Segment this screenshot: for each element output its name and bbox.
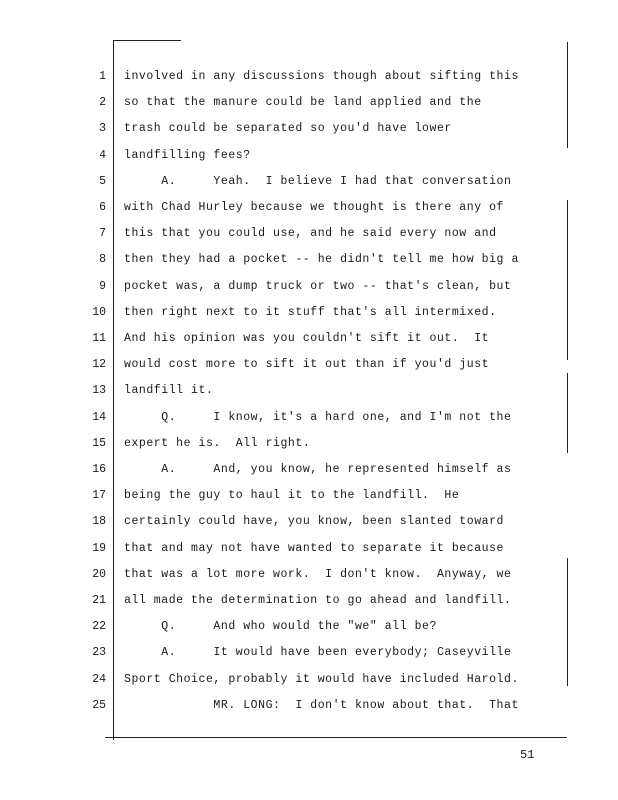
- right-change-bar: [567, 200, 568, 360]
- line-text: landfill it.: [124, 384, 214, 398]
- line-text: Q. And who would the "we" all be?: [124, 620, 437, 634]
- line-number: 11: [92, 332, 106, 345]
- line-text: A. Yeah. I believe I had that conversation: [124, 174, 512, 188]
- left-margin-rule: [113, 40, 114, 740]
- line-number: 22: [92, 620, 106, 634]
- line-number: 1: [99, 70, 106, 83]
- line-text: A. And, you know, he represented himself as: [124, 463, 512, 476]
- line-text: MR. LONG: I don't know about that. That: [124, 698, 519, 712]
- right-change-bar: [567, 373, 568, 453]
- line-number: 21: [92, 594, 106, 607]
- line-text: certainly could have, you know, been slanted toward: [124, 515, 505, 529]
- line-text: landfilling fees?: [124, 148, 251, 162]
- line-number: 4: [99, 148, 106, 162]
- line-number: 20: [92, 567, 106, 581]
- line-text: A. It would have been everybody; Caseyville: [124, 646, 512, 660]
- line-number: 13: [92, 384, 106, 398]
- line-number: 25: [92, 698, 106, 712]
- line-text: Q. I know, it's a hard one, and I'm not the: [124, 410, 512, 424]
- line-text: all made the determination to go ahead and landfill.: [124, 594, 512, 607]
- line-number: 8: [99, 253, 106, 267]
- right-change-bar: [567, 558, 568, 686]
- line-text: expert he is. All right.: [124, 436, 311, 450]
- line-text: that was a lot more work. I don't know. Anyway, we: [124, 567, 512, 581]
- line-text: And his opinion was you couldn't sift it out. It: [124, 332, 490, 345]
- top-margin-rule: [113, 40, 181, 41]
- line-number: 12: [92, 358, 106, 372]
- bottom-margin-rule: [105, 737, 567, 738]
- right-change-bar: [567, 42, 568, 148]
- line-number: 14: [92, 410, 106, 424]
- line-number: 7: [99, 227, 106, 241]
- line-number: 19: [92, 541, 106, 555]
- line-number: 17: [92, 489, 106, 503]
- line-text: so that the manure could be land applied and the: [124, 96, 482, 110]
- line-number: 3: [99, 122, 106, 136]
- line-text: trash could be separated so you'd have lower: [124, 122, 452, 136]
- line-number: 10: [92, 305, 106, 319]
- line-text: Sport Choice, probably it would have included Harold.: [124, 672, 519, 686]
- line-number: 16: [92, 463, 106, 476]
- line-number: 5: [99, 174, 106, 188]
- line-number: 15: [92, 436, 106, 450]
- line-number: 24: [92, 672, 106, 686]
- line-number: 23: [92, 646, 106, 660]
- line-number: 6: [99, 201, 106, 214]
- line-text: involved in any discussions though about sifting this: [124, 70, 519, 83]
- line-number: 9: [99, 279, 106, 293]
- line-number: 2: [99, 96, 106, 110]
- line-text: then they had a pocket -- he didn't tell me how big a: [124, 253, 519, 267]
- line-text: that and may not have wanted to separate it because: [124, 541, 505, 555]
- line-number: 18: [92, 515, 106, 529]
- line-text: then right next to it stuff that's all intermixed.: [124, 305, 497, 319]
- line-text: this that you could use, and he said every now and: [124, 227, 497, 241]
- line-text: pocket was, a dump truck or two -- that's clean, but: [124, 279, 512, 293]
- line-text: with Chad Hurley because we thought is there any of: [124, 201, 505, 214]
- page-number: 51: [520, 748, 535, 762]
- line-text: would cost more to sift it out than if you'd just: [124, 358, 490, 372]
- line-text: being the guy to haul it to the landfill. He: [124, 489, 460, 503]
